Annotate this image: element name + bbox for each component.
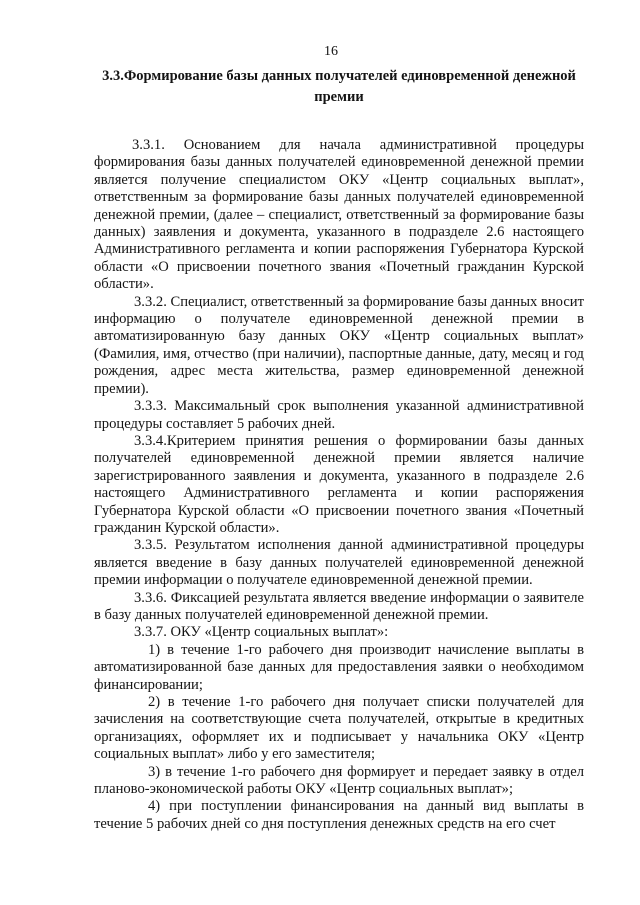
paragraph-3-3-5: 3.3.5. Результатом исполнения данной административной процедуры является введение в базу данных получателей единовременной денежной премии информации о получателе единовременной денежной премии. — [94, 537, 584, 589]
paragraph-3-3-7: 3.3.7. ОКУ «Центр социальных выплат»: — [134, 624, 389, 641]
section-title: 3.3.Формирование базы данных получателей единовременной денежной премии — [102, 68, 576, 105]
paragraph-3-3-1: 3.3.1. Основанием для начала административной процедуры формирования базы данных получателей единовременной денежной премии является получение специалистом ОКУ «Центр социальных выплат», ответственным за формирование базы данных получателей единовременной денежной премии, (далее – специалист, ответственный за формирование базы данных) заявления и документа, указанного в подразделе 2.6 настоящего Административного регламента и копии распоряжения Губернатора Курской области «О присвоении почетного звания «Почетный гражданин Курской области». — [94, 137, 584, 293]
page-number: 16 — [324, 44, 338, 59]
list-item-2: 2) в течение 1-го рабочего дня получает списки получателей для зачисления на соответствующие счета получателей, открытые в кредитных организациях, оформляет их и подписывает у начальника ОКУ «Центр социальных выплат» либо у его заместителя; — [94, 694, 584, 763]
list-item-4: 4) при поступлении финансирования на данный вид выплаты в течение 5 рабочих дней со дня поступления денежных средств на его счет — [94, 798, 584, 832]
paragraph-3-3-4: 3.3.4.Критерием принятия решения о формировании базы данных получателей единовременной денежной премии является наличие зарегистрированного заявления и документа, указанного в подразделе 2.6 настоящего Административного регламента и копии распоряжения Губернатора Курской области «О присвоении почетного звания «Почетный гражданин Курской области». — [94, 432, 584, 536]
list-item-3: 3) в течение 1-го рабочего дня формирует и передает заявку в отдел планово-экономической работы ОКУ «Центр социальных выплат»; — [94, 763, 584, 798]
paragraph-3-3-3: 3.3.3. Максимальный срок выполнения указанной административной процедуры составляет 5 рабочих дней. — [94, 398, 584, 432]
paragraph-3-3-2: 3.3.2. Специалист, ответственный за формирование базы данных вносит информацию о получателе единовременной денежной премии в автоматизированную базу данных ОКУ «Центр социальных выплат» (Фамилия, имя, отчество (при наличии), паспортные данные, дату, месяц и год рождения, адрес места жительства, размер единовременной денежной премии). — [94, 293, 584, 397]
document-body — [94, 137, 584, 833]
list-item-1: 1) в течение 1-го рабочего дня производит начисление выплаты в автоматизированной базе данных для предоставления заявки о необходимом финансировании; — [94, 641, 584, 693]
paragraph-3-3-6: 3.3.6. Фиксацией результата является введение информации о заявителе в базу данных получателей единовременной денежной премии. — [94, 589, 584, 623]
